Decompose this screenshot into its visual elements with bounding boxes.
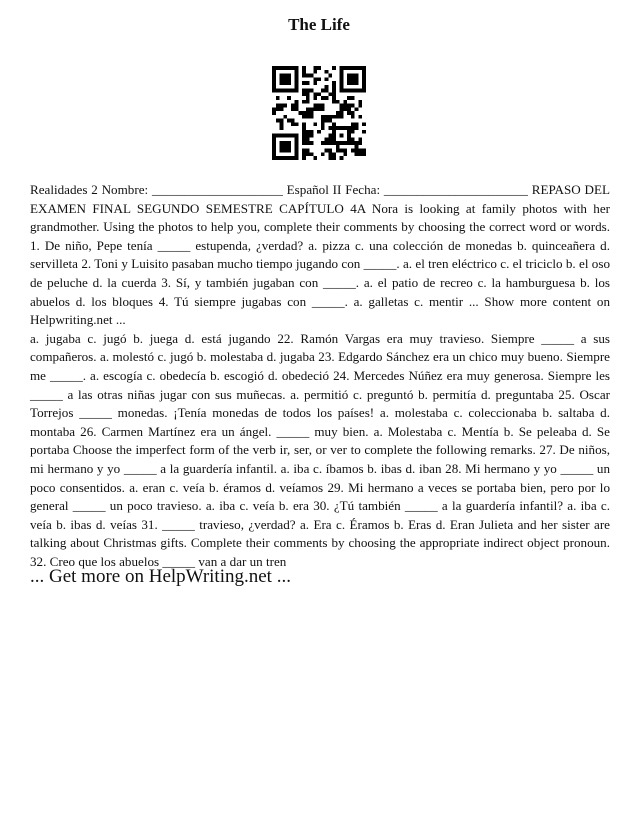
get-more-link[interactable]: ... Get more on HelpWriting.net ... [30, 566, 291, 587]
qr-code-graphic [272, 66, 366, 160]
body-paragraph-2: a. jugaba c. jugó b. juega d. está jugando 22. Ramón Vargas era muy travieso. Siempre _____ a sus compañeros. a. molestó c. jugó b. molestaba d. jugaba 23. Edgardo Sánchez era un chico muy bueno. Siempre me _____. a. escogía c. obedecía b. escogió d. obedeció 24. Mercedes Núñez era muy generosa. Siempre les _____ a las otras niñas jugar con sus muñecas. a. permitió c. preguntó b. permitía d. preguntaba 25. Oscar Torrejos _____ monedas. ¡Tenía monedas de todos los países! a. molestaba c. coleccionaba b. saltaba d. montaba 26. Carmen Martínez era un ángel. _____ muy bien. a. Molestaba c. Mentía b. Se peleaba d. Se portaba Choose the imperfect form of the verb ir, ser, or ver to complete the following remarks. 27. De niños, mi hermano y yo _____ a la guardería infantil. a. iba c. íbamos b. ibas d. iban 28. Mi hermano y yo _____ un poco consentidos. a. eran c. veía b. éramos d. veíamos 29. Mi hermano a veces se portaba bien, pero por lo general _____ un poco travieso. a. iba c. veía b. era 30. ¿Tú también _____ a la guardería infantil? a. iba c. veía b. ibas d. veías 31. _____ travieso, ¿verdad? a. Era c. Éramos b. Eras d. Eran Julieta and her sister are talking about Christmas gifts. Complete their comments by choosing the appropriate indirect object pronoun. 32. Creo que los abuelos _____ van a dar un tren [30, 330, 610, 569]
body-paragraph-1: Realidades 2 Nombre: ____________________ Español II Fecha: ______________________ REPASO DEL EXAMEN FINAL SEGUNDO SEMESTRE CAPÍTULO 4A Nora is looking at family photos with her grandmother. Using the photos to help you, complete their comments by choosing the correct word or words. 1. De niño, Pepe tenía _____ estupenda, ¿verdad? a. pizza c. una colección de monedas b. quinceañera d. servilleta 2. Toni y Luisito pasaban mucho tiempo jugando con _____. a. el tren eléctrico c. el triciclo b. el oso de peluche d. la cuerda 3. Sí, y también jugaban con _____. a. el patio de recreo c. la hamburguesa b. los abuelos d. los bloques 4. Tú siempre jugabas con _____. a. galletas c. mentir ... Show more content on Helpwriting.net ... [30, 182, 610, 328]
page-title: The Life [288, 15, 350, 34]
document-body [30, 181, 610, 571]
qr-code-icon [272, 66, 366, 160]
